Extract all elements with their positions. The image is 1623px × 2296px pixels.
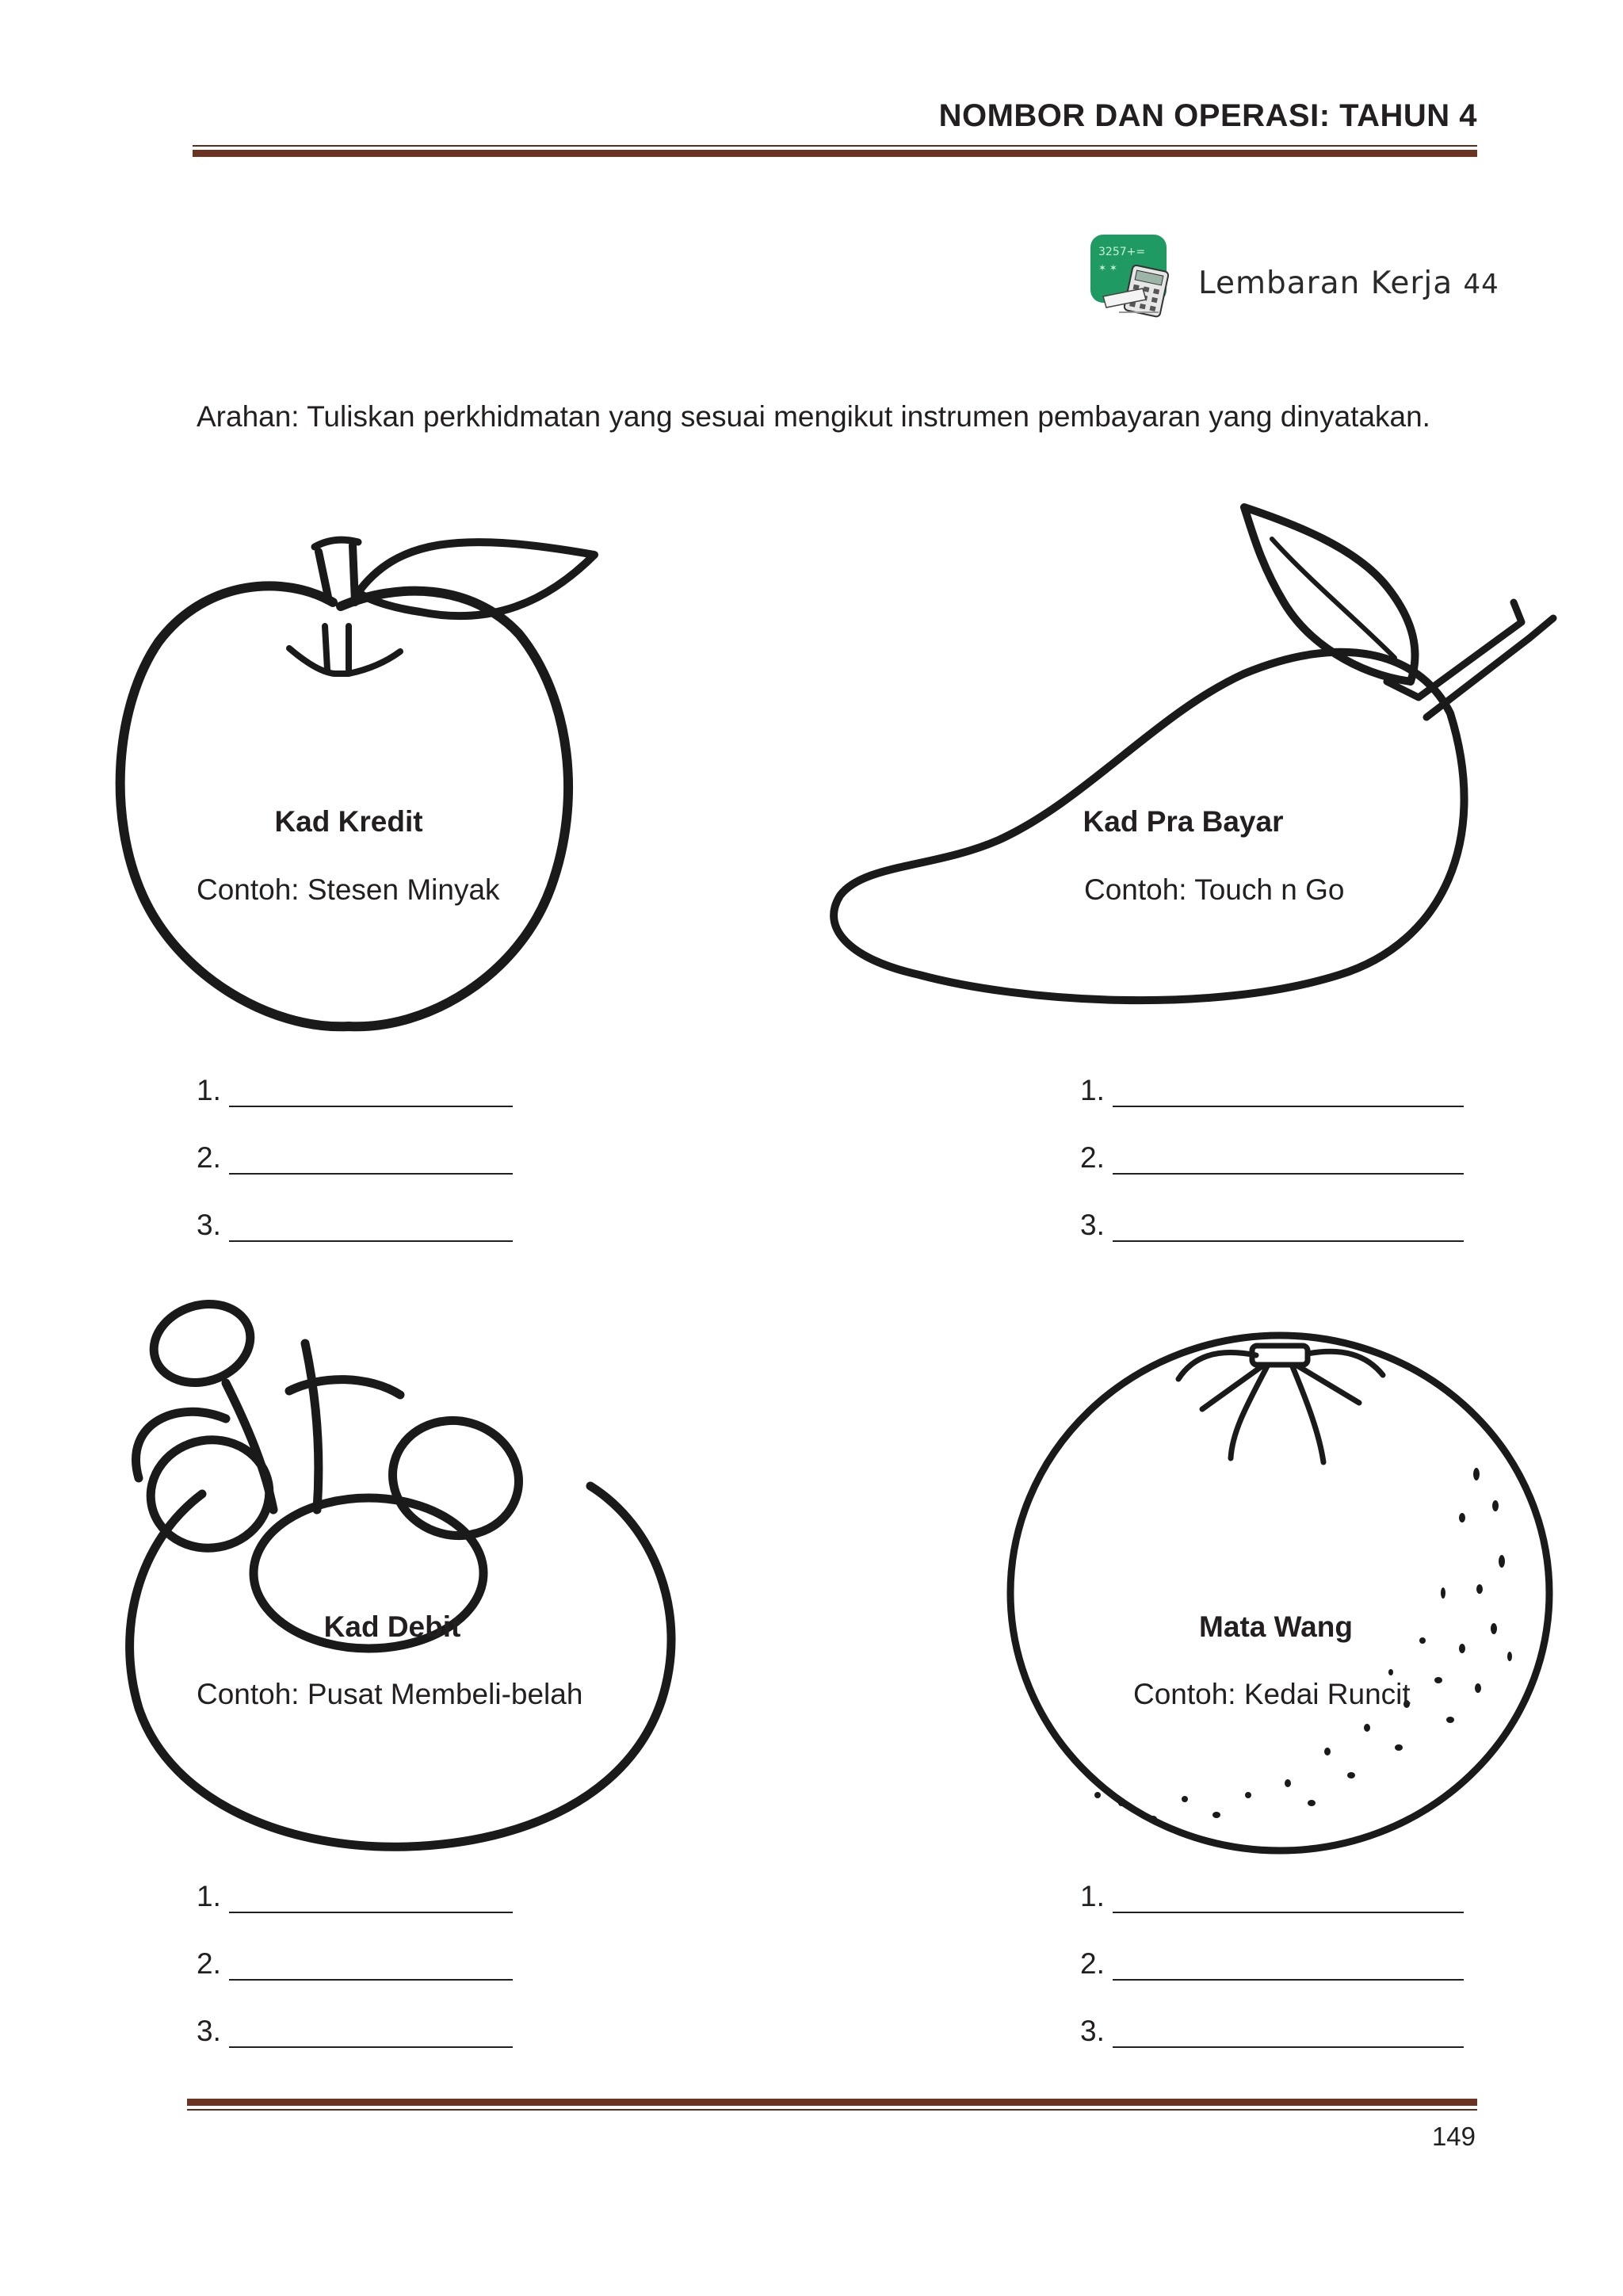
svg-text:✶ ✶: ✶ ✶: [1098, 262, 1117, 273]
answer-line[interactable]: [197, 2015, 513, 2048]
calculator-chalkboard-icon: [1087, 230, 1182, 327]
answer-number: 1.: [1080, 1880, 1105, 1912]
answer-line[interactable]: [197, 1209, 513, 1242]
card-example-mata-wang: Contoh: Kedai Runcit: [1133, 1678, 1411, 1710]
worksheet-label: [1198, 266, 1499, 301]
answer-number: 1.: [197, 1880, 221, 1912]
answer-number: 3.: [1080, 1209, 1105, 1241]
answer-line[interactable]: [1080, 1947, 1464, 1981]
answer-blank[interactable]: [229, 2019, 513, 2048]
answer-blank[interactable]: [1113, 1213, 1464, 1242]
card-title-kad-pra-bayar: Kad Pra Bayar: [1083, 805, 1284, 838]
worksheet-number: 44: [1463, 269, 1499, 300]
answer-number: 2.: [1080, 1947, 1105, 1980]
answer-number: 2.: [1080, 1141, 1105, 1174]
card-example-kad-kredit: Contoh: Stesen Minyak: [197, 873, 500, 906]
answer-number: 3.: [197, 2015, 221, 2047]
answer-line[interactable]: [1080, 1880, 1464, 1913]
instruction-text: Arahan: Tuliskan perkhidmatan yang sesuai mengikut instrumen pembayaran yang dinyatakan.: [197, 400, 1430, 433]
answer-number: 3.: [197, 1209, 221, 1241]
card-example-kad-pra-bayar: Contoh: Touch n Go: [1084, 873, 1345, 906]
orange-icon: [995, 1308, 1565, 1862]
footer-rule-thin: [187, 2109, 1477, 2111]
answer-number: 1.: [197, 1074, 221, 1106]
answer-blank[interactable]: [229, 1952, 513, 1981]
answer-line[interactable]: [1080, 1141, 1464, 1175]
worksheet-label-text: Lembaran Kerja: [1198, 266, 1453, 301]
footer-rule-thick: [187, 2099, 1477, 2106]
answer-line[interactable]: [197, 1141, 513, 1175]
answer-blank[interactable]: [1113, 2019, 1464, 2048]
answer-blank[interactable]: [1113, 1885, 1464, 1913]
answer-line[interactable]: [197, 1074, 513, 1107]
answer-line[interactable]: [1080, 1209, 1464, 1242]
answer-blank[interactable]: [1113, 1079, 1464, 1107]
answer-line[interactable]: [197, 1880, 513, 1913]
answer-number: 2.: [197, 1141, 221, 1174]
answer-blank[interactable]: [229, 1079, 513, 1107]
card-example-kad-debit: Contoh: Pusat Membeli-belah: [197, 1678, 583, 1710]
card-title-kad-debit: Kad Debit: [323, 1610, 461, 1643]
answer-blank[interactable]: [1113, 1952, 1464, 1981]
svg-text:3257+=: 3257+=: [1098, 246, 1146, 258]
card-title-kad-kredit: Kad Kredit: [274, 805, 423, 838]
card-title-mata-wang: Mata Wang: [1199, 1610, 1353, 1643]
answer-line[interactable]: [197, 1947, 513, 1981]
answer-number: 1.: [1080, 1074, 1105, 1106]
answer-line[interactable]: [1080, 1074, 1464, 1107]
answer-blank[interactable]: [229, 1213, 513, 1242]
answer-line[interactable]: [1080, 2015, 1464, 2048]
header-rule-thick: [193, 150, 1477, 157]
answer-blank[interactable]: [229, 1885, 513, 1913]
header-rule-thin: [193, 145, 1477, 147]
mangosteen-icon: [107, 1256, 685, 1859]
answer-number: 3.: [1080, 2015, 1105, 2047]
answer-blank[interactable]: [1113, 1146, 1464, 1175]
page-header-title: NOMBOR DAN OPERASI: TAHUN 4: [938, 98, 1477, 133]
page-number: 149: [1431, 2122, 1476, 2151]
apple-icon: [87, 507, 634, 1046]
answer-blank[interactable]: [229, 1146, 513, 1175]
mango-icon: [816, 491, 1593, 1046]
answer-number: 2.: [197, 1947, 221, 1980]
